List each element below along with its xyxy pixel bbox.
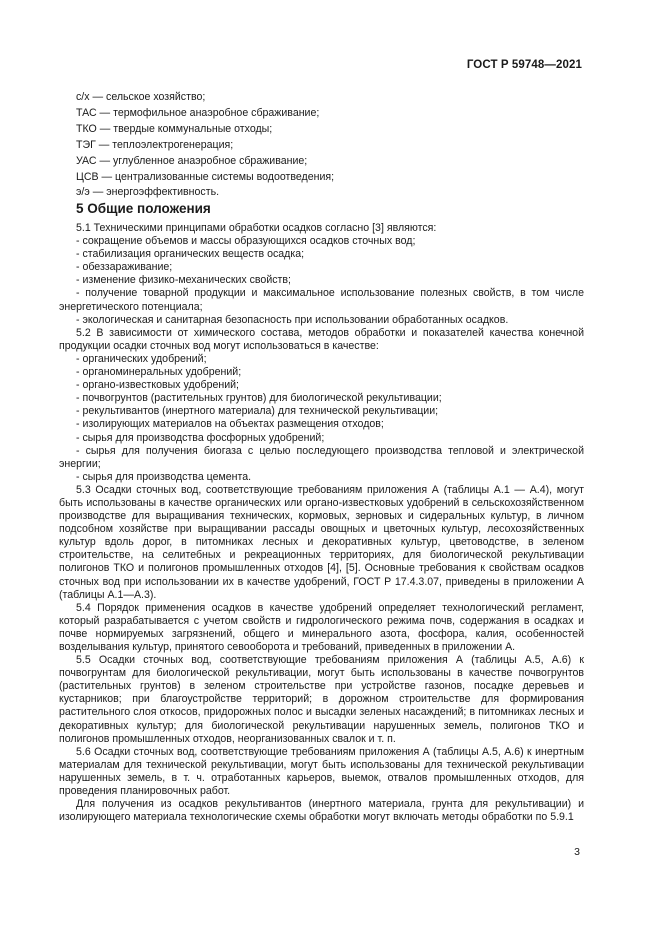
list-item: - органических удобрений; (76, 352, 207, 365)
list-item: - стабилизация органических веществ осадка; (76, 248, 305, 261)
list-item: - изменение физико-механических свойств; (76, 274, 291, 287)
list-item: - сокращение объемов и массы образующихся осадков сточных вод; (76, 235, 416, 248)
section-title: 5 Общие положения (76, 201, 211, 216)
abbreviations-list (76, 90, 596, 201)
paragraph: 5.4 Порядок применения осадков в качестве удобрений определяет технологический регламент, который разрабатывается с учетом свойств и гидрологического режима почв, содержания в осадках и почве нормируемых загрязнений, общего и минерального азота, фосфора, калия, особенностей возделывания культур, принятого севооборота и требований, приведенных в приложении А. (59, 601, 584, 653)
list-item: - изолирующих материалов на объектах размещения отходов; (76, 418, 384, 431)
abbreviation-item: ТАС — термофильное анаэробное сбраживание; (76, 106, 320, 119)
list-item: - сырья для производства цемента. (76, 470, 252, 483)
list-item: - рекультивантов (инертного материала) для технической рекультивации; (76, 405, 439, 418)
abbreviation-item: с/х — сельское хозяйство; (76, 91, 206, 103)
abbreviation-item: ТКО — твердые коммунальные отходы; (76, 122, 273, 135)
paragraph: 5.6 Осадки сточных вод, соответствующие требованиям приложения А (таблицы А.5, А.6) к инертным материалам для технической рекультивации, могут быть использованы для технической рекультивации нарушенных земель, в т. ч. отработанных карьеров, выемок, отвалов промышленных отходов, для проведения планировочных работ. (59, 745, 584, 798)
paragraph: Для получения из осадков рекультивантов (инертного материала, грунта для рекультивации) и изолирующего материала технологические схемы обработки могут включать методы обработки по 5.9.1 (59, 798, 584, 824)
paragraph: 5.5 Осадки сточных вод, соответствующие требованиям приложения А (таблицы А.5, А.6) к почвогрунтам для биологической рекультивации, могут быть использованы в качестве почвогрунтов (растительных грунтов) в зеленом строительстве при устройстве газонов, посадке деревьев и кустарников; при благоустройстве территорий; в дорожном строительстве для формирования растительного слоя откосов, придорожных полос и высадки зеленых насаждений; в питомниках лесных и декоративных культур; для биологической рекультивации нарушенных земель, полигонов ТКО и полигонов промышленных отходов, неорганизованных свалок и т. п. (59, 654, 584, 745)
list-item: - обеззараживание; (76, 261, 173, 274)
list-item: - органо-известковых удобрений; (76, 379, 239, 392)
list-item: - сырья для производства фосфорных удобрений; (76, 431, 325, 444)
paragraph: 5.1 Техническими принципами обработки осадков согласно [3] являются: (76, 222, 437, 234)
abbreviation-item: УАС — углубленное анаэробное сбраживание; (76, 154, 308, 167)
list-item: - сырья для получения биогаза с целью последующего производства тепловой и электрической энергии; (59, 444, 584, 470)
abbreviation-item: ТЭГ — теплоэлектрогенерация; (76, 138, 234, 151)
page-number: 3 (574, 846, 580, 858)
section-body (59, 222, 584, 824)
paragraph: 5.2 В зависимости от химического состава, методов обработки и показателей качества конечной продукции осадки сточных вод могут использоваться в качестве: (59, 326, 584, 352)
list-item: - получение товарной продукции и максимальное использование полезных свойств, в том числе энергетического потенциала; (59, 287, 584, 313)
abbreviation-item: э/э — энергоэффективность. (76, 186, 220, 199)
list-item: - экологическая и санитарная безопасность при использовании обработанных осадков. (76, 313, 509, 326)
list-item: - органоминеральных удобрений; (76, 366, 242, 379)
paragraph: 5.3 Осадки сточных вод, соответствующие требованиям приложения А (таблицы А.1 — А.4), могут быть использованы в качестве органических или органо-известковых удобрений в сельскохозяйственном производстве для выращивания технических, кормовых, зерновых и сидеральных культур, в личном подсобном хозяйстве при выращивании рассады овощных и цветочных культур, лесохозяйственных культур вдоль дорог, в питомниках лесных и декоративных культур, цветоводстве, в зеленом строительстве, на селитебных и рекреационных территориях, для биологической рекультивации полигонов ТКО и полигонов промышленных отходов [4], [5]. Основные требования к свойствам осадков сточных вод при использовании их в качестве удобрений, ГОСТ Р 17.4.3.07, приведены в приложении А (таблицы А.1—А.3). (59, 483, 584, 601)
abbreviation-item: ЦСВ — централизованные системы водоотведения; (76, 170, 335, 183)
list-item: - почвогрунтов (растительных грунтов) для биологической рекультивации; (76, 392, 442, 405)
document-code: ГОСТ Р 59748—2021 (466, 59, 582, 71)
